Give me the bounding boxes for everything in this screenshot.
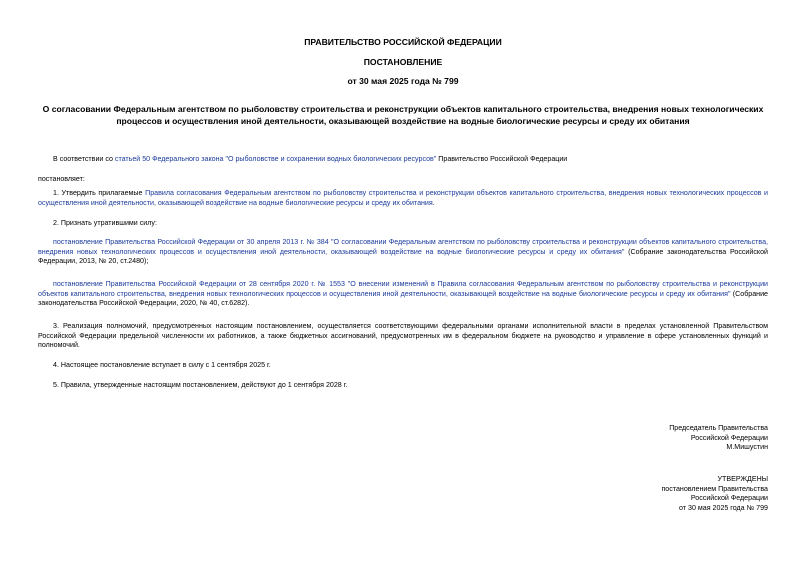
issuer-heading: ПРАВИТЕЛЬСТВО РОССИЙСКОЙ ФЕДЕРАЦИИ: [304, 37, 502, 47]
preamble: [38, 155, 768, 165]
signature-block: [468, 424, 768, 453]
signature-country: Российской Федерации: [690, 433, 768, 442]
resolves-text: постановляет:: [38, 175, 85, 183]
item-3: 3. Реализация полномочий, предусмотренных настоящим постановлением, осуществляется соответствующими федеральными органами исполнительной власти в пределах установленной Правительством Российской Федерации предельной численности их работников, а также бюджетных ассигнований, предусмотренных им в федеральном бюджете на руководство и управление в сфере установленных функций и полномочий.: [38, 322, 768, 350]
item-1: [38, 189, 768, 208]
approval-label: УТВЕРЖДЕНЫ: [717, 475, 768, 483]
approval-date: от 30 мая 2025 года № 799: [679, 504, 768, 513]
document-type: ПОСТАНОВЛЕНИЕ: [363, 57, 443, 67]
repealed-item-2-source: (Собрание законодательства Российской Федерации, 2020, № 40, ст.6282).: [38, 289, 768, 308]
item-1-tail: .: [432, 198, 435, 207]
repealed-resolution-384-link[interactable]: постановление Правительства Российской Федерации от 30 апреля 2013 г. № 384 "О согласовании Федеральным агентством по рыболовству строительства и реконструкции объектов капитального строительства, внедрения новых технологических процессов и осуществления иной деятельности, оказывающей воздействие на водные биологические ресурсы и среду их обитания": [38, 238, 768, 256]
rules-link[interactable]: Правила согласования Федеральным агентством по рыболовству строительства и реконструкции объектов капитального строительства, внедрения новых технологических процессов и осуществления иной деятельности, оказывающей воздействие на водные биологические ресурсы и среду их обитания: [38, 189, 769, 207]
repealed-resolution-1553-link[interactable]: постановление Правительства Российской Федерации от 28 сентября 2020 г. № 1553 "О внесении изменений в Правила согласования Федеральным агентством по рыболовству строительства и реконструкции объектов капитального строительства, внедрения новых технологических процессов и осуществления иной деятельности, оказывающей воздействие на водные биологические ресурсы и среду их обитания": [38, 280, 768, 298]
item-5: 5. Правила, утвержденные настоящим постановлением, действуют до 1 сентября 2028 г.: [53, 381, 348, 389]
federal-law-link[interactable]: статьей 50 Федерального закона "О рыболовстве и сохранении водных биологических ресурсов": [114, 155, 437, 163]
preamble-lead: В соответствии со: [53, 155, 115, 163]
document-title: О согласовании Федеральным агентством по рыболовству строительства и реконструкции объектов капитального строительства, внедрения новых технологических процессов и осуществления иной деятельности, оказывающей воздействие на водные биологические ресурсы и среду их обитания: [42, 104, 764, 126]
item-2: 2. Признать утратившими силу:: [53, 219, 157, 227]
item-4: 4. Настоящее постановление вступает в силу с 1 сентября 2025 г.: [53, 361, 271, 369]
repealed-item-1: [38, 238, 768, 267]
preamble-tail: Правительство Российской Федерации: [436, 155, 568, 163]
approval-block: [468, 475, 768, 514]
repealed-item-1-source: (Собрание законодательства Российской Федерации, 2013, № 20, ст.2480);: [38, 247, 768, 266]
signature-position: Председатель Правительства: [669, 424, 768, 432]
signature-name: М.Мишустин: [726, 443, 768, 452]
document-date-number: от 30 мая 2025 года № 799: [347, 76, 459, 86]
approval-by: постановлением Правительства: [661, 484, 768, 493]
approval-country: Российской Федерации: [690, 494, 768, 503]
item-1-lead: 1. Утвердить прилагаемые: [53, 189, 146, 197]
repealed-item-2: [38, 280, 768, 309]
